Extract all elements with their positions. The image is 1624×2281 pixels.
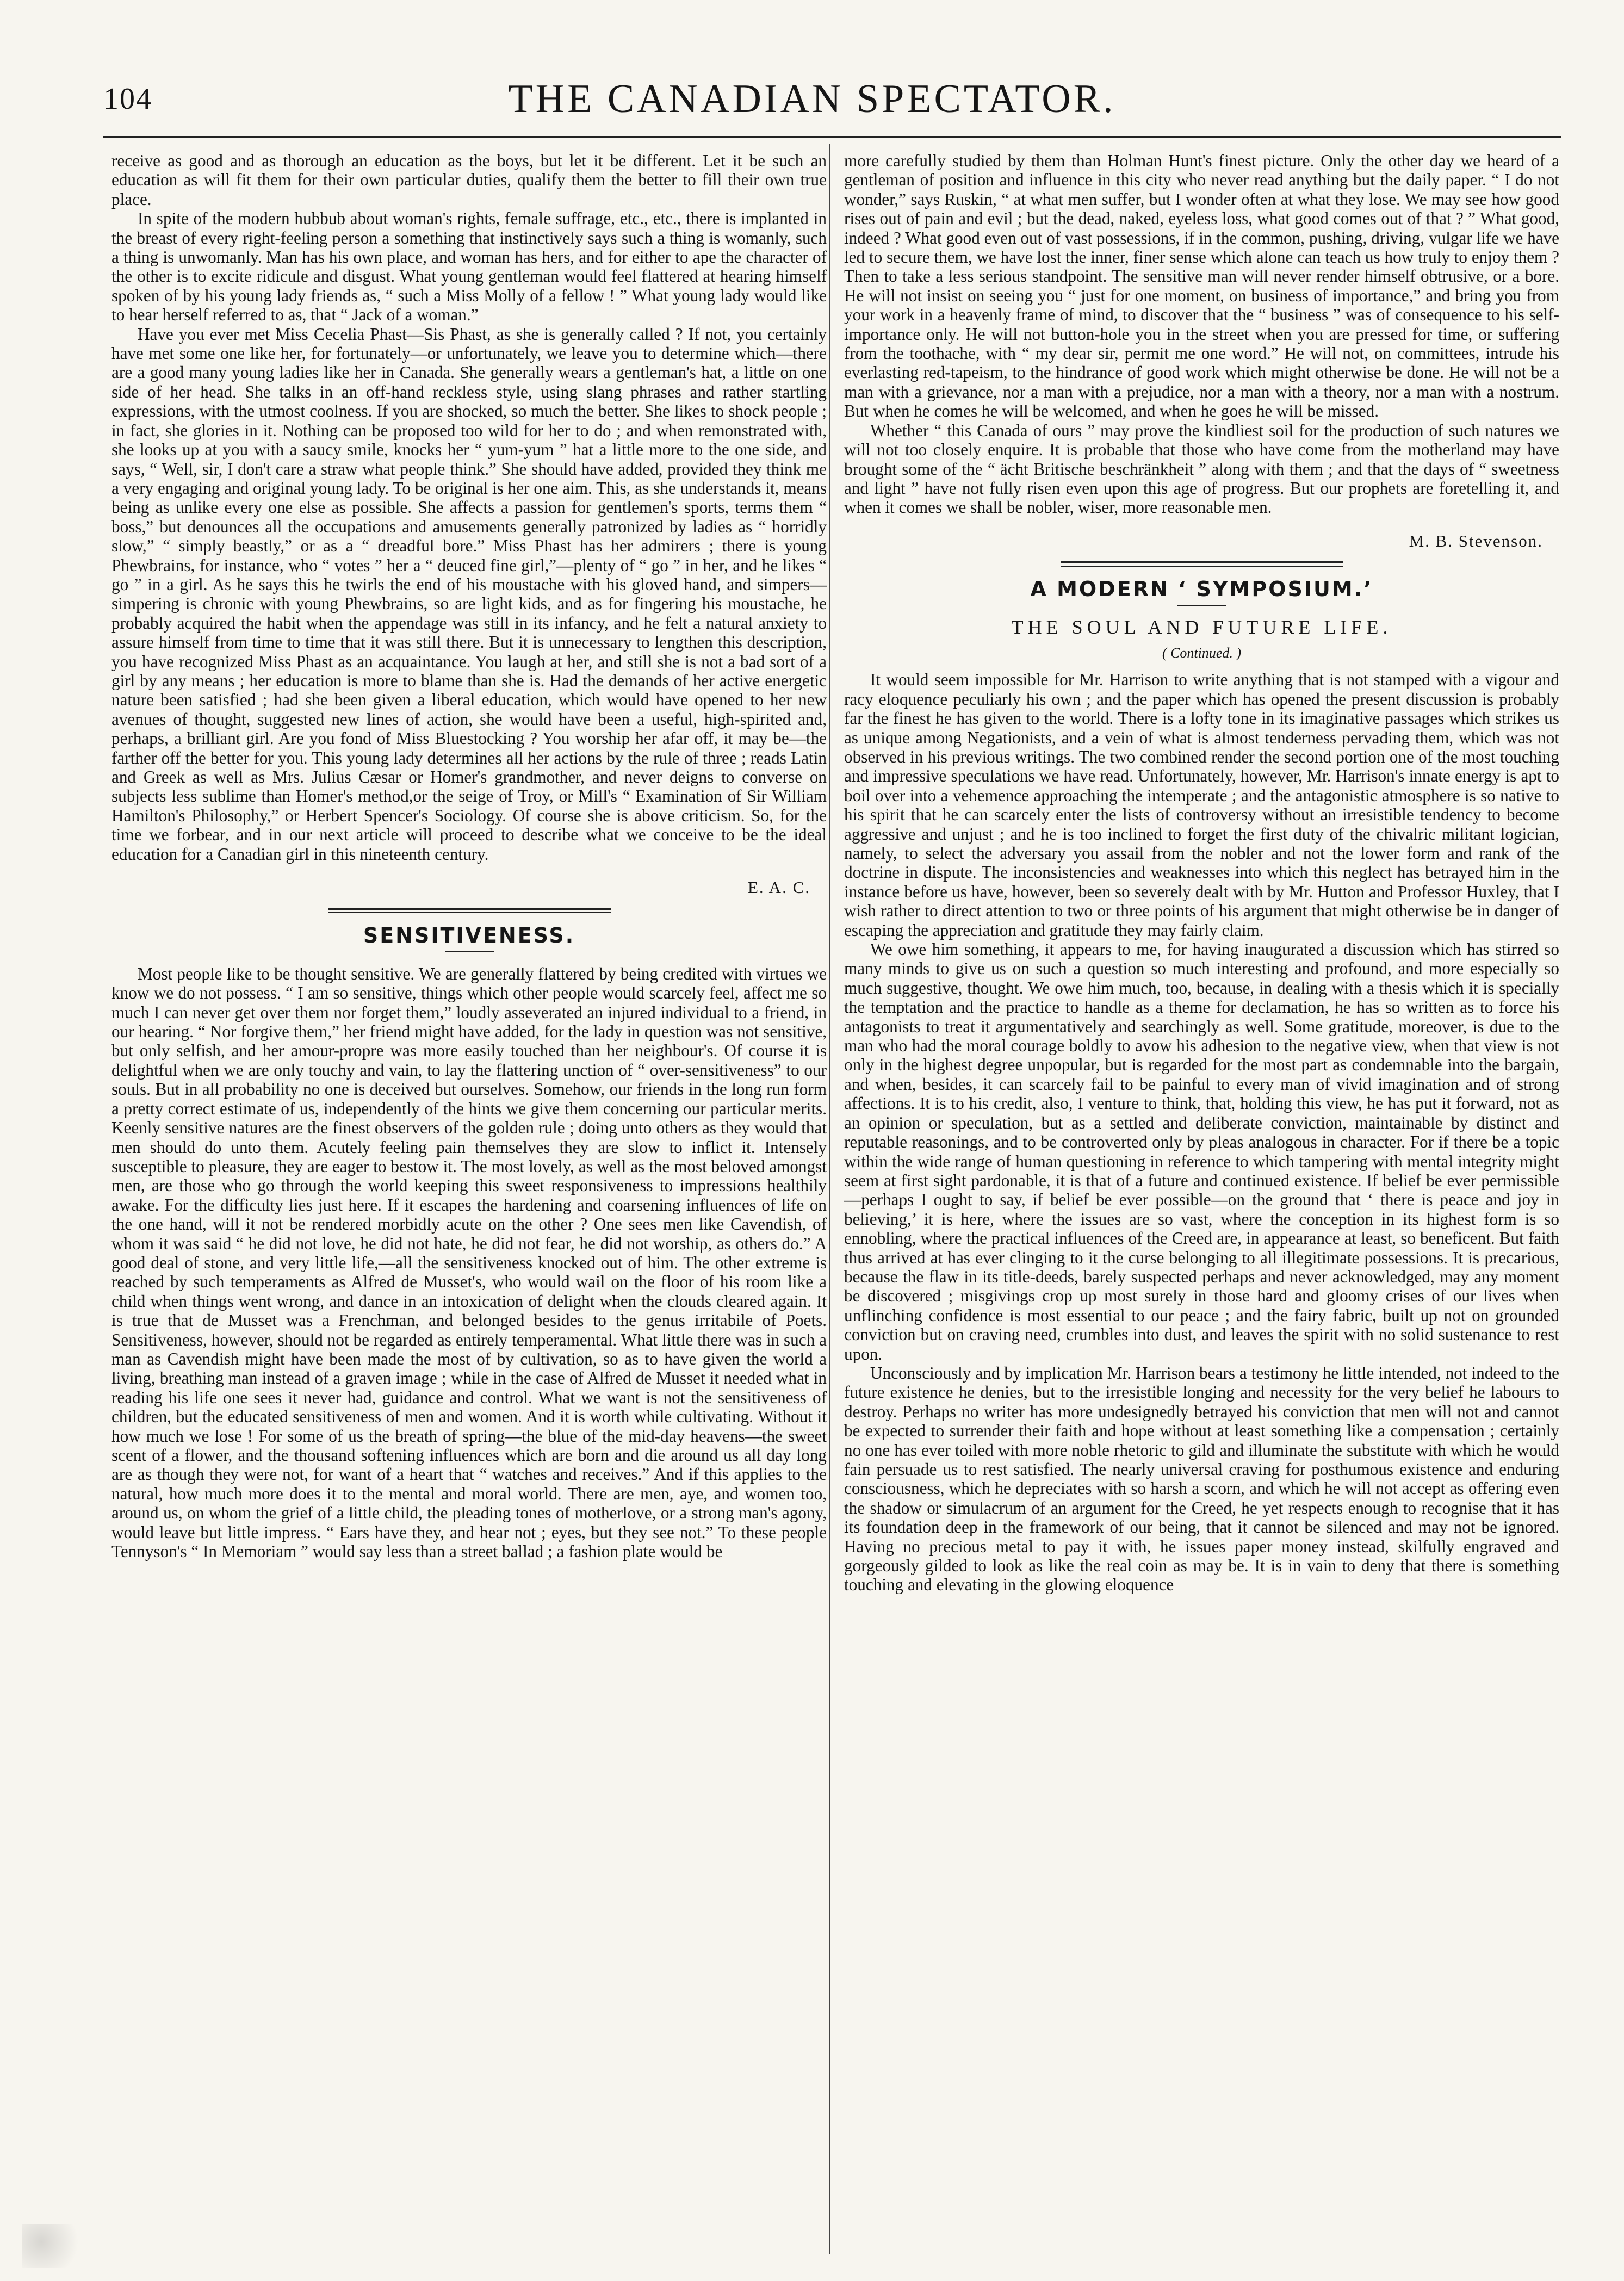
article-paragraph: more carefully studied by them than Holman Hunt's finest picture. Only the other day we heard of a gentleman of position and influence in this city who never read anything but the daily paper. “ I do not wonder,” says Ruskin, “ at what men suffer, but I wonder often at what they lose. We may see how good rises out of pain and evil ; but the dead, naked, eyeless loss, what good comes out of that ? ” What good, indeed ? What good even out of vast possessions, if in the common, pushing, driving, vulgar life we have led to secure them, we have lost the inner, finer sense which alone can teach us how truly to enjoy them ? Then to take a less serious standpoint. The sensitive man will never render himself obtrusive, or a bore. He will not insist on seeing you “ just for one moment, on business of importance,” and bring you from your work in a heavenly frame of mind, to discover that the “ business ” was of consequence to his self-importance only. He will not button-hole you in the street when you are pressed for time, or suffering from the toothache, with “ my dear sir, permit me one word.” He will not, on committees, intrude his everlasting red-tapeism, to the hindrance of good work which might otherwise be done. He will not be a man with a grievance, nor a man with a prejudice, nor a man with a theory, nor a man with a nostrum. But when he comes he will be welcomed, and when he goes he will be missed.: [844, 151, 1559, 421]
section-divider: [328, 908, 611, 913]
article-signature: E. A. C.: [747, 878, 810, 897]
article-paragraph: receive as good and as thorough an education as the boys, but let it be different. Let it be such an education as will fit them for their own particular duties, qualify them the better to fill their own true place.: [111, 151, 827, 209]
title-underline: [1177, 605, 1226, 606]
column-divider: [829, 144, 830, 2254]
article-paragraph: Unconsciously and by implication Mr. Harrison bears a testimony he little intended, not indeed to the future existence he denies, but to the irresistible longing and necessity for the very belief he labours to destroy. Perhaps no writer has more undesignedly betrayed his conviction that men will not and cannot be expected to surrender their faith and hope without at least something like a compensation ; certainly no one has ever toiled with more noble rhetoric to gild and illuminate the substitute with which he would fain persuade us to rest satisfied. The nearly universal craving for posthumous existence and enduring consciousness, which he depreciates with so harsh a scorn, and which he will not accept as offering even the shadow or simulacrum of an argument for the Creed, he yet respects enough to recognise that it has its foundation deep in the framework of our being, that it cannot be silenced and may not be ignored. Having no precious metal to pay it with, he issues paper money instead, skilfully engraved and gorgeously gilded to look as like the real coin as may be. It is in vain to deny that there is something touching and elevating in the glowing eloquence: [844, 1363, 1559, 1595]
article-paragraph: It would seem impossible for Mr. Harrison to write anything that is not stamped with a vigour and racy eloquence peculiarly his own ; and the paper which has opened the present discussion is probably far the finest he has given to the world. There is a lofty tone in its imaginative passages which strikes us as unique among Negationists, and a vein of what is almost tenderness pervading them, which was not observed in his previous writings. The two combined render the second portion one of the most touching and impressive speculations we have read. Unfortunately, however, Mr. Harrison's innate energy is apt to boil over into a vehemence approaching the intemperate ; and the antagonistic atmosphere is so native to his spirit that he can scarcely enter the lists of controversy without an irresistible tendency to become aggressive and unjust ; and he is too inclined to forget the first duty of the chivalric militant logician, namely, to select the adversary you assail from the nobler and not the lower form and rank of the doctrine in dispute. The inconsistencies and weaknesses into which this neglect has betrayed him in the instance before us have, however, been so severely dealt with by Mr. Hutton and Professor Huxley, that I wish rather to direct attention to two or three points of his argument that might otherwise be in danger of escaping the appreciation and gratitude they may fairly claim.: [844, 670, 1559, 940]
page-number: 104: [103, 82, 152, 116]
article-signature: M. B. Stevenson.: [1409, 531, 1543, 550]
article-paragraph: Whether “ this Canada of ours ” may prove the kindliest soil for the production of such natures we will not too closely enquire. It is probable that those who have come from the motherland may have brought some of the “ ächt Britische beschränkheit ” along with them ; and that the days of “ sweetness and light ” have not fully risen even upon this age of progress. But our prophets are foretelling it, and when it comes we shall be nobler, wiser, more reasonable men.: [844, 420, 1559, 517]
left-column: [111, 151, 827, 1561]
article-paragraph: In spite of the modern hubbub about woman's rights, female suffrage, etc., etc., there is implanted in the breast of every right-feeling person a something that instinctively says such a thing is womanly, such a thing is unwomanly. Man has his own place, and woman has hers, and for either to ape the character of the other is to excite ridicule and disgust. What young gentleman would feel flattered at hearing himself spoken of by his young lady friends as, “ such a Miss Molly of a fellow ! ” What young lady would like to hear herself referred to as, that “ Jack of a woman.”: [111, 209, 827, 325]
article-paragraph: We owe him something, it appears to me, for having inaugurated a discussion which has stirred so many minds to give us on such a question so much interesting and profound, and more especially so much suggestive, thought. We owe him much, too, because, in dealing with a thesis which it is specially the temptation and the practice to handle as a theme for declamation, he has so written as to force his antagonists to treat it argumentatively and searchingly as well. Some gratitude, moreover, is due to the man who had the moral courage boldly to avow his adhesion to the negative view, when that view is not only in the highest degree unpopular, but is regarded for the most part as condemnable into the bargain, and when, besides, it can scarcely fail to be painful to every man of vivid imagination and of strong affections. It is to his credit, also, I venture to think, that, holding this view, he has put it forward, not as an opinion or speculation, but as a settled and deliberate conviction, maintainable by distinct and reputable reasonings, and to be controverted only by pleas analogous in character. For if there be a topic within the wide range of human questioning in reference to which tampering with mental integrity might seem at first sight pardonable, it is that of a future and continued existence. If belief be ever permissible—perhaps I ought to say, if belief be ever possible—on the ground that ‘ there is peace and joy in believing,’ it is here, where the issues are so vast, where the conception in its highest form is so ennobling, where the practical influences of the Creed are, in appearance at least, so beneficent. But faith thus arrived at has ever clinging to it the curse belonging to all illegitimate possessions. It is precarious, because the flaw in its title-deeds, barely suspected perhaps and never acknowledged, may any moment be discovered ; misgivings crop up most surely in those hard and gloomy crises of our lives when unflinching confidence is most essential to our peace ; and the fairy fabric, built up not on grounded conviction but on craving need, crumbles into dust, and leaves the spirit with no solid sustenance to rest upon.: [844, 940, 1559, 1363]
continued-note: ( Continued. ): [1162, 644, 1242, 661]
masthead-title: THE CANADIAN SPECTATOR.: [508, 77, 1116, 121]
article-paragraph: Have you ever met Miss Cecelia Phast—Sis Phast, as she is generally called ? If not, you certainly have met some one like her, for fortunately—or unfortunately, we leave you to determine which—there are a good many young ladies like her in Canada. She generally wears a gentleman's hat, a little on one side of her head. She talks in an off-hand reckless style, using slang phrases and rather startling expressions, with the utmost coolness. If you are shocked, so much the better. She likes to shock people ; in fact, she glories in it. Nothing can be proposed too wild for her to do ; and when remonstrated with, she looks up at you with a saucy smile, knocks her “ yum-yum ” hat a little more to the one side, and says, “ Well, sir, I don't care a straw what people think.” She should have added, provided they think me a very engaging and original young lady. To be original is her one aim. This, as she understands it, means being as unlike every one else as possible. She affects a passion for gentlemen's sports, terms them “ boss,” but denounces all the occupations and amusements generally patronized by ladies as “ horridly slow,” “ simply beastly,” or as a “ dreadful bore.” Miss Phast has her admirers ; there is young Phewbrains, for instance, who “ votes ” her a “ deuced fine girl,”—plenty of “ go ” in her, and he likes “ go ” in a girl. As he says this he twirls the end of his moustache with his gloved hand, and simpers—simpering is chronic with young Phewbrains, so are light kids, and as for fingering his moustache, he probably acquired the habit when the appendage was still in its infancy, and he felt a natural anxiety to assure himself from time to time that it was still there. But it is unnecessary to lengthen this description, you have recognized Miss Phast as an acquaintance. You laugh at her, and still she is not a bad sort of a girl by any means ; her education is more to blame than she is. Had the demands of her active energetic nature been satisfied ; had she been given a liberal education, which would have opened to her new avenues of thought, suggested new lines of action, she would have been a useful, high-spirited and, perhaps, a brilliant girl. Are you fond of Miss Bluestocking ? You worship her afar off, it may be—the farther off the better for you. This young lady determines all her actions by the rule of three ; reads Latin and Greek as well as Mrs. Julius Cæsar or Homer's grandmother, and never deigns to converse on subjects less sublime than Homer's method,or the seige of Troy, or Mill's “ Examination of Sir William Hamilton's Philosophy,” or Herbert Spencer's Sociology. Of course she is above criticism. So, for the time we forbear, and in our next article will proceed to describe what we conceive to be the ideal education for a Canadian girl in this nineteenth century.: [111, 324, 827, 864]
title-underline: [445, 951, 494, 952]
section-subtitle: THE SOUL AND FUTURE LIFE.: [1011, 616, 1392, 638]
right-column: [844, 151, 1559, 1595]
article-paragraph: Most people like to be thought sensitive. We are generally flattered by being credited with virtues we know we do not possess. “ I am so sensitive, things which other people would scarcely feel, affect me so much I can never get over them nor forget them,” loudly asseverated an injured individual to a friend, in our hearing. “ Nor forgive them,” her friend might have added, for the lady in question was not sensitive, but only selfish, and her amour-propre was more easily touched than her neighbour's. Of course it is delightful when we are only touchy and vain, to lay the flattering unction of “ over-sensitiveness” to our souls. But in all probability no one is deceived but ourselves. Somehow, our friends in the long run form a pretty correct estimate of us, independently of the hints we give them concerning our particular merits. Keenly sensitive natures are the finest observers of the golden rule ; doing unto others as they would that men should do unto them. Acutely feeling pain themselves they are slow to inflict it. Intensely susceptible to pleasure, they are eager to bestow it. The most lovely, as well as the most beloved amongst men, are those who go through the world keeping this sweet responsiveness to impressions healthily awake. For the difficulty lies just here. If it escapes the hardening and coarsening influences of life on the one hand, will it not be rendered morbidly acute on the other ? One sees men like Cavendish, of whom it was said “ he did not love, he did not hate, he did not fear, he did not worship, as others do.” A good deal of stone, and very little life,—all the sensitiveness knocked out of him. The other extreme is reached by such temperaments as Alfred de Musset's, who would wail on the floor of his room like a child when things went wrong, and dance in an intoxication of delight when the clouds cleared again. It is true that de Musset was a Frenchman, and belonged besides to the genus irritabile of Poets. Sensitiveness, however, should not be regarded as entirely temperamental. What little there was in such a man as Cavendish might have been made the most of by cultivation, so as to have given the world a living, breathing man instead of a graven image ; while in the case of Alfred de Musset it needed what in reading his life one sees it never had, guidance and control. What we want is not the sensitiveness of children, but the educated sensitiveness of men and women. And it is worth while cultivating. Without it how much we lose ! For some of us the breath of spring—the blue of the mid-day heavens—the sweet scent of a flower, and the thousand softening influences which are born and die around us all day long are as though they were not, for want of a heart that “ watches and receives.” And if this applies to the natural, how much more does it to the mental and moral world. There are men, aye, and women too, around us, on whom the grief of a little child, the pleading tones of motherlove, or a strong man's agony, would leave but little impress. “ Ears have they, and hear not ; eyes, but they see not.” To these people Tennyson's “ In Memoriam ” would say less than a street ballad ; a fashion plate would be: [111, 964, 827, 1561]
section-title-sensitiveness: SENSITIVENESS.: [363, 923, 575, 948]
section-title-symposium: A MODERN ‘ SYMPOSIUM.’: [1030, 577, 1373, 602]
header-rule: [103, 136, 1561, 138]
section-divider: [1061, 561, 1343, 567]
library-stamp-mark: [22, 2224, 87, 2268]
